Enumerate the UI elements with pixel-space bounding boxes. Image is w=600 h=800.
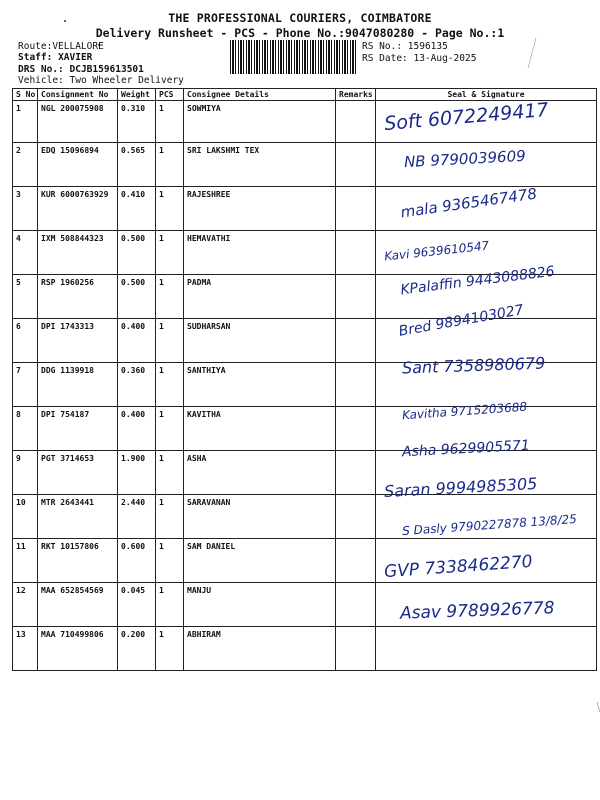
- cell-sno: 1: [13, 101, 38, 143]
- cell-consignment-no: KUR 6000763929: [38, 187, 118, 231]
- runsheet-table: [12, 88, 597, 671]
- barcode: [230, 40, 357, 74]
- cell-consignment-no: DPI 754187: [38, 407, 118, 451]
- cell-weight: 0.500: [118, 275, 156, 319]
- handwritten-signature: S Dasly 9790227878 13/8/25: [401, 511, 578, 539]
- cell-consignee: SARAVANAN: [184, 495, 336, 539]
- cell-consignment-no: DDG 1139918: [38, 363, 118, 407]
- col-consignee-details: Consignee Details: [184, 89, 336, 101]
- rs-no-line: [362, 41, 448, 52]
- cell-weight: 0.500: [118, 231, 156, 275]
- col-remarks: Remarks: [336, 89, 376, 101]
- handwritten-signature: Soft 6072249417: [383, 98, 550, 136]
- col-seal-signature: Seal & Signature: [376, 89, 597, 101]
- cell-consignee: SAM DANIEL: [184, 539, 336, 583]
- rs-no-label: RS No.:: [362, 41, 403, 52]
- cell-weight: 1.900: [118, 451, 156, 495]
- handwritten-signature: mala 9365467478: [399, 184, 538, 222]
- cell-signature: [376, 627, 597, 671]
- table-header-row: [13, 89, 597, 101]
- rs-no-value: 1596135: [407, 41, 448, 52]
- cell-remarks: [336, 539, 376, 583]
- cell-remarks: [336, 143, 376, 187]
- cell-consignment-no: EDQ 15096894: [38, 143, 118, 187]
- cell-remarks: [336, 319, 376, 363]
- rs-date-line: [362, 53, 476, 64]
- cell-pcs: 1: [156, 143, 184, 187]
- cell-consignee: ASHA: [184, 451, 336, 495]
- cell-consignment-no: IXM 508844323: [38, 231, 118, 275]
- table-row: [13, 231, 597, 275]
- cell-weight: 0.410: [118, 187, 156, 231]
- cell-sno: 2: [13, 143, 38, 187]
- handwritten-signature: Kavi 9639610547: [383, 238, 490, 264]
- cell-remarks: [336, 231, 376, 275]
- handwritten-signature: Sant 7358980679: [401, 353, 546, 378]
- cell-consignee: PADMA: [184, 275, 336, 319]
- cell-remarks: [336, 627, 376, 671]
- cell-consignment-no: PGT 3714653: [38, 451, 118, 495]
- cell-pcs: 1: [156, 187, 184, 231]
- cell-pcs: 1: [156, 495, 184, 539]
- cell-pcs: 1: [156, 451, 184, 495]
- cell-weight: 0.565: [118, 143, 156, 187]
- cell-pcs: 1: [156, 275, 184, 319]
- handwritten-signature: Asha 9629905571: [401, 437, 531, 461]
- drs-label: DRS No.:: [18, 64, 64, 75]
- cell-consignee: RAJESHREE: [184, 187, 336, 231]
- table-row: [13, 627, 597, 671]
- staff-value: XAVIER: [58, 52, 93, 63]
- cell-remarks: [336, 451, 376, 495]
- cell-pcs: 1: [156, 583, 184, 627]
- col-pcs: PCS: [156, 89, 184, 101]
- cell-sno: 9: [13, 451, 38, 495]
- cell-consignee: HEMAVATHI: [184, 231, 336, 275]
- cell-remarks: [336, 363, 376, 407]
- cell-sno: 11: [13, 539, 38, 583]
- cell-pcs: 1: [156, 539, 184, 583]
- route-value: VELLALORE: [52, 41, 104, 52]
- route-label: Route:: [18, 41, 53, 52]
- cell-weight: 0.400: [118, 407, 156, 451]
- cell-weight: 0.045: [118, 583, 156, 627]
- handwritten-signature: Saran 9994985305: [383, 473, 538, 502]
- cell-sno: 7: [13, 363, 38, 407]
- cell-consignment-no: RKT 10157806: [38, 539, 118, 583]
- cell-weight: 2.440: [118, 495, 156, 539]
- handwritten-signature: GVP 7338462270: [383, 551, 534, 583]
- cell-consignment-no: NGL 200075908: [38, 101, 118, 143]
- cell-consignee: MANJU: [184, 583, 336, 627]
- staff-label: Staff:: [18, 52, 53, 63]
- drs-line: [18, 64, 144, 75]
- cell-pcs: 1: [156, 101, 184, 143]
- cell-remarks: [336, 275, 376, 319]
- cell-weight: 0.600: [118, 539, 156, 583]
- vehicle-line: [18, 75, 184, 86]
- cell-consignee: ABHIRAM: [184, 627, 336, 671]
- col-sno: S No: [13, 89, 38, 101]
- cell-weight: 0.200: [118, 627, 156, 671]
- cell-consignment-no: MAA 652854569: [38, 583, 118, 627]
- cell-consignee: SRI LAKSHMI TEX: [184, 143, 336, 187]
- cell-sno: 3: [13, 187, 38, 231]
- cell-sno: 13: [13, 627, 38, 671]
- cell-sno: 8: [13, 407, 38, 451]
- col-weight: Weight: [118, 89, 156, 101]
- handwritten-signature: Kavitha 9715203688: [401, 399, 528, 423]
- cell-sno: 10: [13, 495, 38, 539]
- cell-consignee: SUDHARSAN: [184, 319, 336, 363]
- cell-pcs: 1: [156, 407, 184, 451]
- cell-pcs: 1: [156, 319, 184, 363]
- rs-date-value: 13-Aug-2025: [413, 53, 477, 64]
- cell-sno: 6: [13, 319, 38, 363]
- cell-consignment-no: RSP 1960256: [38, 275, 118, 319]
- cell-pcs: 1: [156, 627, 184, 671]
- cell-sno: 12: [13, 583, 38, 627]
- cell-remarks: [336, 495, 376, 539]
- cell-weight: 0.400: [118, 319, 156, 363]
- cell-consignee: SANTHIYA: [184, 363, 336, 407]
- col-consignment-no: Consignment No: [38, 89, 118, 101]
- cell-consignment-no: DPI 1743313: [38, 319, 118, 363]
- cell-pcs: 1: [156, 231, 184, 275]
- cell-consignee: KAVITHA: [184, 407, 336, 451]
- handwritten-signature: KPalaffin 9443088826: [399, 263, 556, 299]
- cell-weight: 0.310: [118, 101, 156, 143]
- cell-consignee: SOWMIYA: [184, 101, 336, 143]
- cell-remarks: [336, 583, 376, 627]
- cell-remarks: [336, 407, 376, 451]
- vehicle-value: Two Wheeler Delivery: [69, 75, 184, 86]
- handwritten-signature: Bred 9894103027: [397, 302, 525, 340]
- cell-weight: 0.360: [118, 363, 156, 407]
- company-title: THE PROFESSIONAL COURIERS, COIMBATORE: [168, 11, 432, 25]
- cell-consignment-no: MTR 2643441: [38, 495, 118, 539]
- handwritten-signature: NB 9790039609: [403, 146, 527, 172]
- cell-remarks: [336, 101, 376, 143]
- cell-sno: 4: [13, 231, 38, 275]
- handwritten-signature: Asav 9789926778: [399, 598, 555, 624]
- cell-remarks: [336, 187, 376, 231]
- drs-value: DCJB159613501: [69, 64, 144, 75]
- cell-consignment-no: MAA 710499806: [38, 627, 118, 671]
- cell-pcs: 1: [156, 363, 184, 407]
- rs-date-label: RS Date:: [362, 53, 408, 64]
- staff-line: [18, 52, 92, 63]
- runsheet-subtitle: Delivery Runsheet - PCS - Phone No.:9047080280 - Page No.:1: [95, 26, 505, 40]
- route-line: [18, 41, 104, 52]
- cell-sno: 5: [13, 275, 38, 319]
- vehicle-label: Vehicle:: [18, 75, 64, 86]
